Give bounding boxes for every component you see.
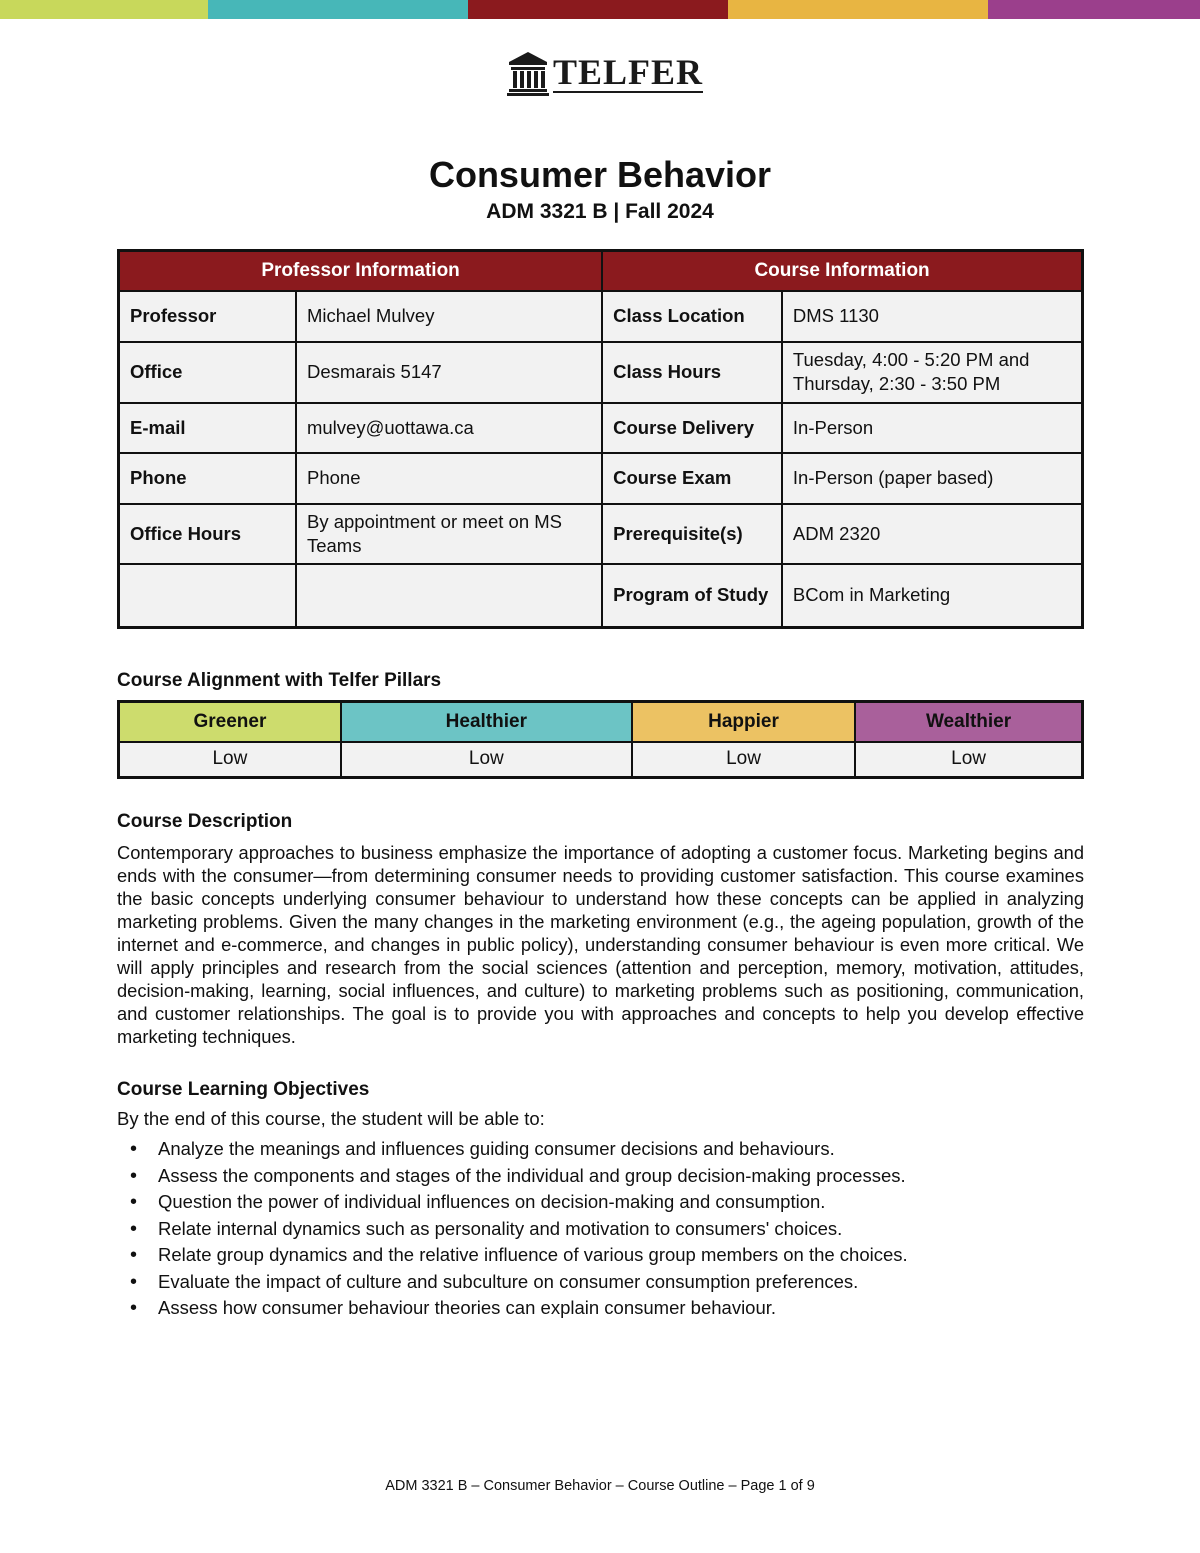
building-icon bbox=[507, 50, 549, 96]
pillars-table bbox=[117, 700, 1084, 779]
color-bar bbox=[0, 0, 1200, 19]
info-value: Michael Mulvey bbox=[296, 291, 602, 342]
list-item: • Relate group dynamics and the relative influence of various group members on the choices. bbox=[117, 1242, 1084, 1269]
objectives-heading: Course Learning Objectives bbox=[117, 1079, 370, 1100]
table-row bbox=[119, 504, 1083, 564]
table-row bbox=[119, 564, 1083, 628]
table-row bbox=[119, 453, 1083, 504]
pillar-value: Low bbox=[855, 742, 1082, 778]
info-value: ADM 2320 bbox=[782, 504, 1083, 564]
color-bar-segment bbox=[988, 0, 1200, 19]
info-label: Prerequisite(s) bbox=[602, 504, 782, 564]
list-item: • Analyze the meanings and influences guiding consumer decisions and behaviours. bbox=[117, 1136, 1084, 1163]
pillar-healthier: Healthier bbox=[341, 702, 632, 742]
info-value: Phone bbox=[296, 453, 602, 504]
info-value: DMS 1130 bbox=[782, 291, 1083, 342]
info-value: In-Person (paper based) bbox=[782, 453, 1083, 504]
pillars-value-row bbox=[119, 742, 1083, 778]
pillar-greener: Greener bbox=[119, 702, 341, 742]
table-row bbox=[119, 403, 1083, 453]
objectives-intro: By the end of this course, the student will be able to: bbox=[117, 1108, 545, 1129]
course-info-header: Course Information bbox=[602, 251, 1082, 291]
pillar-value: Low bbox=[119, 742, 341, 778]
pillar-value: Low bbox=[341, 742, 632, 778]
info-value: mulvey@uottawa.ca bbox=[296, 403, 602, 453]
info-value: BCom in Marketing bbox=[782, 564, 1083, 628]
telfer-logo bbox=[507, 50, 703, 96]
table-row bbox=[119, 291, 1083, 342]
pillars-heading: Course Alignment with Telfer Pillars bbox=[117, 670, 442, 691]
info-value: In-Person bbox=[782, 403, 1083, 453]
info-label: Course Delivery bbox=[602, 403, 782, 453]
info-label: Office bbox=[119, 342, 296, 403]
pillar-wealthier: Wealthier bbox=[855, 702, 1082, 742]
list-item: • Relate internal dynamics such as personality and motivation to consumers' choices. bbox=[117, 1216, 1084, 1243]
page-title: Consumer Behavior bbox=[428, 154, 772, 195]
info-value bbox=[296, 564, 602, 628]
professor-info-header: Professor Information bbox=[119, 251, 603, 291]
list-item: • Evaluate the impact of culture and subculture on consumer consumption preferences. bbox=[117, 1269, 1084, 1296]
table-row bbox=[119, 342, 1083, 403]
pillar-value: Low bbox=[632, 742, 855, 778]
page-footer: ADM 3321 B – Consumer Behavior – Course Outline – Page 1 of 9 bbox=[385, 1478, 815, 1494]
info-label: Class Hours bbox=[602, 342, 782, 403]
description-heading: Course Description bbox=[117, 811, 293, 832]
color-bar-segment bbox=[0, 0, 208, 19]
pillar-happier: Happier bbox=[632, 702, 855, 742]
list-item: • Assess the components and stages of the individual and group decision-making processes. bbox=[117, 1163, 1084, 1190]
info-value: By appointment or meet on MS Teams bbox=[296, 504, 602, 564]
info-label: E-mail bbox=[119, 403, 296, 453]
color-bar-segment bbox=[468, 0, 728, 19]
course-code: ADM 3321 B | Fall 2024 bbox=[486, 200, 714, 223]
info-label: Phone bbox=[119, 453, 296, 504]
info-label: Professor bbox=[119, 291, 296, 342]
info-label: Class Location bbox=[602, 291, 782, 342]
list-item: • Assess how consumer behaviour theories can explain consumer behaviour. bbox=[117, 1295, 1084, 1322]
logo-text: TELFER bbox=[553, 51, 704, 92]
info-label: Office Hours bbox=[119, 504, 296, 564]
info-label: Program of Study bbox=[602, 564, 782, 628]
color-bar-segment bbox=[728, 0, 988, 19]
description-text: Contemporary approaches to business emphasize the importance of adopting a customer focus. Marketing begins and ends with the consumer—from determining consumer needs to providing customer satisfaction. This course examines the basic concepts underlying consumer behaviour to understand how these concepts can be applied in analyzing marketing problems. Given the many changes in the marketing environment (e.g., the ageing population, growth of the internet and e-commerce, and changes in public policy), understanding consumer behaviour is even more critical. We will apply principles and research from the social sciences (attention and perception, memory, motivation, attitudes, decision-making, learning, social influences, and culture) to marketing problems such as positioning, communication, and customer relationships. The goal is to provide you with approaches and concepts to help you develop effective marketing techniques. bbox=[117, 842, 1084, 1047]
info-value: Desmarais 5147 bbox=[296, 342, 602, 403]
pillars-header-row bbox=[119, 702, 1083, 742]
info-label: Course Exam bbox=[602, 453, 782, 504]
color-bar-segment bbox=[208, 0, 468, 19]
info-value: Tuesday, 4:00 - 5:20 PM and Thursday, 2:30 - 3:50 PM bbox=[782, 342, 1083, 403]
list-item: • Question the power of individual influences on decision-making and consumption. bbox=[117, 1189, 1084, 1216]
info-table-header bbox=[119, 251, 1083, 291]
info-table bbox=[117, 249, 1084, 629]
info-label bbox=[119, 564, 296, 628]
objectives-list bbox=[117, 1136, 1084, 1322]
